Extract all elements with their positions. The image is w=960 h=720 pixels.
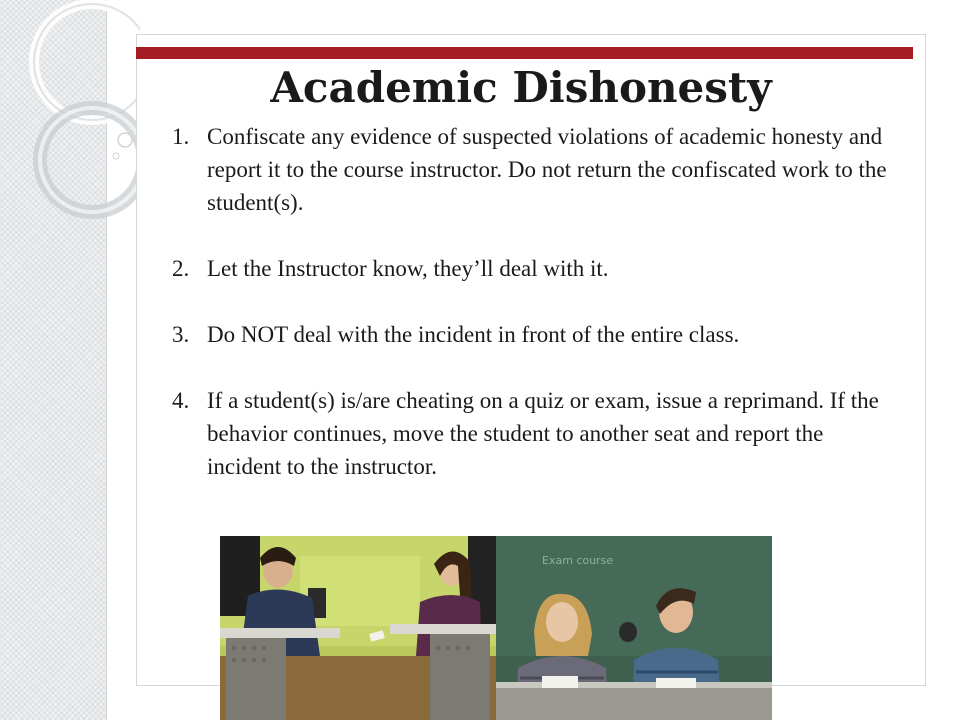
chalkboard-text: Exam course	[542, 554, 614, 567]
list-item-number: 4.	[172, 388, 190, 413]
list-item-text: Confiscate any evidence of suspected violations of academic honesty and report it to the course instructor. Do not return the confiscated work to the student(s).	[207, 124, 887, 215]
title-accent-bar	[136, 47, 913, 59]
guideline-list	[172, 120, 892, 516]
list-item	[172, 120, 892, 219]
list-item-number: 3.	[172, 322, 190, 347]
decorative-circles-graphic	[0, 0, 140, 260]
list-item	[172, 384, 892, 483]
computer-lab-photo	[220, 536, 496, 720]
list-item	[172, 252, 892, 285]
exam-classroom-photo	[496, 536, 772, 720]
list-item-number: 1.	[172, 124, 190, 149]
list-item-text: If a student(s) is/are cheating on a quiz or exam, issue a reprimand. If the behavior continues, move the student to another seat and report the incident to the instructor.	[207, 388, 879, 479]
list-item	[172, 318, 892, 351]
list-item-text: Do NOT deal with the incident in front of the entire class.	[207, 322, 740, 347]
list-item-text: Let the Instructor know, they’ll deal with it.	[207, 256, 609, 281]
slide-title: Academic Dishonesty	[270, 63, 772, 112]
list-item-number: 2.	[172, 256, 190, 281]
